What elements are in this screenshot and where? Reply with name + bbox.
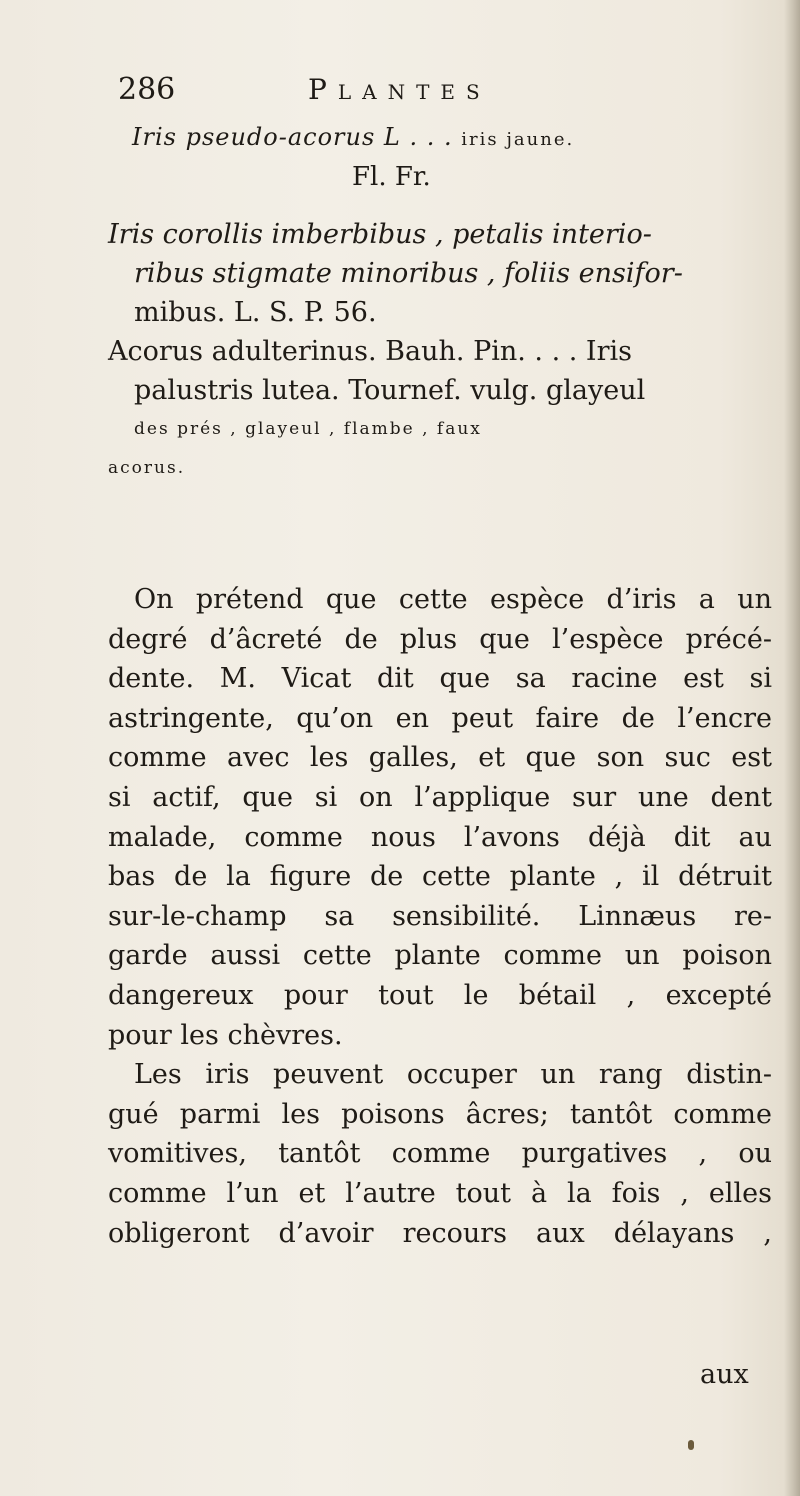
text-line: sur-le-champ sa sensibilité. Linnæus re- — [108, 900, 772, 932]
synonymy-line: mibus. L. S. P. 56. — [134, 297, 377, 328]
text-line: dente. M. Vicat dit que sa racine est si — [108, 663, 772, 695]
flora-reference: Fl. Fr. — [352, 162, 431, 192]
synonymy-line: ribus stigmate minoribus , foliis ensifor- — [134, 258, 683, 289]
running-head: Plantes — [308, 73, 491, 106]
synonymy-line: Iris corollis imberbibus , petalis interio- — [108, 219, 652, 250]
synonymy-line: palustris lutea. Tournef. vulg. glayeul — [134, 375, 646, 406]
entry-title — [132, 120, 772, 157]
text-line: si actif, que si on l’applique sur une dent — [108, 781, 772, 813]
text-line: degré d’âcreté de plus que l’espèce précé- — [108, 623, 772, 655]
text-line: vomitives, tantôt comme purgatives , ou — [108, 1138, 772, 1170]
page-number: 286 — [118, 72, 176, 107]
text-line: bas de la figure de cette plante , il détruit — [108, 861, 772, 893]
entry-latin-name: Iris pseudo-acorus L . . . — [132, 123, 453, 151]
ink-spot — [688, 1440, 694, 1450]
text-line: malade, comme nous l’avons déjà dit au — [108, 821, 772, 853]
text-line: gué parmi les poisons âcres; tantôt comme — [108, 1098, 772, 1130]
synonymy-line: Acorus adulterinus. Bauh. Pin. . . . Iris — [108, 336, 632, 367]
page-header — [118, 70, 678, 110]
text-line: comme l’un et l’autre tout à la fois , elles — [108, 1177, 772, 1209]
text-line: pour les chèvres. — [108, 1019, 343, 1051]
body-text — [108, 580, 772, 1253]
page-edge-shadow — [784, 0, 800, 1496]
entry-common-name: iris jaune. — [461, 129, 575, 150]
synonymy-line: acorus. — [108, 458, 186, 478]
text-line: dangereux pour tout le bétail , excepté — [108, 979, 772, 1011]
text-line: garde aussi cette plante comme un poison — [108, 940, 772, 972]
catchword: aux — [700, 1359, 749, 1390]
text-line: On prétend que cette espèce d’iris a un — [134, 584, 772, 615]
synonymy-block — [108, 215, 768, 488]
text-line: obligeront d’avoir recours aux délayans , — [108, 1217, 772, 1249]
text-line: comme avec les galles, et que son suc est — [108, 742, 772, 774]
text-line: Les iris peuvent occuper un rang distin- — [134, 1059, 772, 1091]
synonymy-line: des prés , glayeul , flambe , faux — [134, 419, 482, 439]
text-line: astringente, qu’on en peut faire de l’encre — [108, 702, 772, 734]
